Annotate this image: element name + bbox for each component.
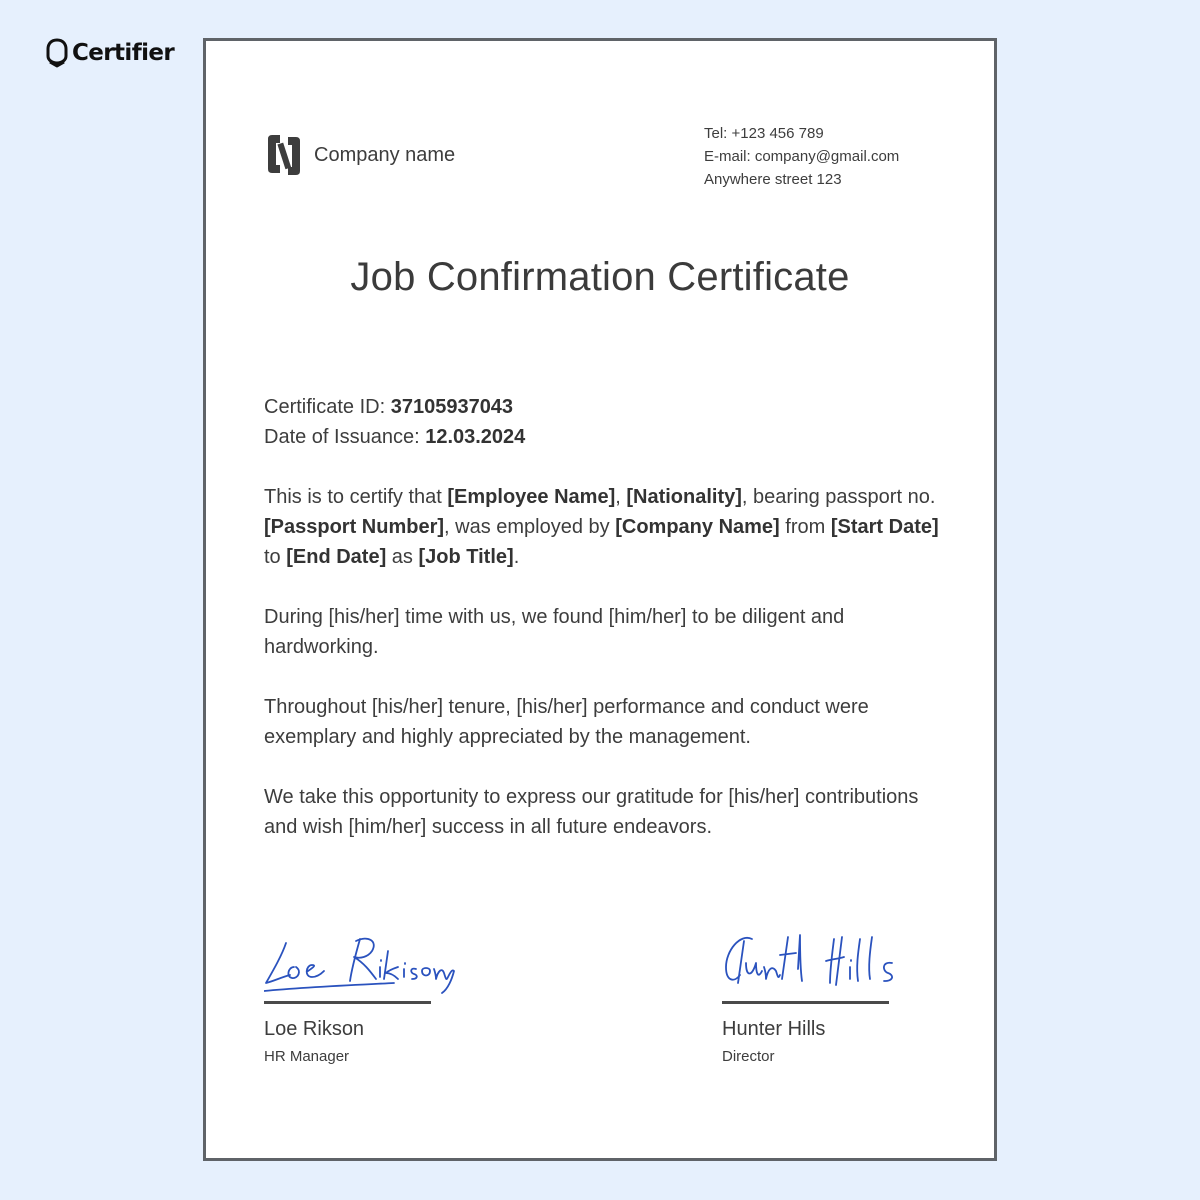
signature-hunter-hills bbox=[722, 927, 922, 997]
paragraph-text: This is to certify that bbox=[264, 486, 448, 508]
paragraph-text: as bbox=[386, 546, 419, 568]
certificate-id-row bbox=[264, 392, 944, 422]
gratitude-paragraph: We take this opportunity to express our gratitude for [his/her] contributions and wish [him/her] success in all future endeavors. bbox=[264, 786, 919, 838]
signature-line bbox=[722, 1001, 889, 1004]
certificate-sheet bbox=[203, 38, 997, 1161]
diligence-paragraph: During [his/her] time with us, we found [him/her] to be diligent and hardworking. bbox=[264, 606, 845, 658]
company-name: Company name bbox=[314, 143, 456, 166]
company-logo-icon bbox=[264, 133, 304, 177]
signature-block-director bbox=[722, 927, 962, 1065]
certificate-title: Job Confirmation Certificate bbox=[350, 255, 850, 299]
performance-paragraph: Throughout [his/her] tenure, [his/her] performance and conduct were exemplary and highly appreciated by the management. bbox=[264, 696, 869, 748]
signature-loe-rikson bbox=[264, 927, 464, 997]
certifier-brand-name: Certifier bbox=[72, 40, 175, 66]
paragraph-text: , was employed by bbox=[444, 516, 616, 538]
signature-line bbox=[264, 1001, 431, 1004]
contact-tel: Tel: +123 456 789 bbox=[704, 125, 824, 142]
paragraph-text: to bbox=[264, 546, 287, 568]
contact-address: Anywhere street 123 bbox=[704, 171, 842, 188]
paragraph-text: . bbox=[513, 546, 520, 568]
start-date-placeholder: [Start Date] bbox=[830, 516, 939, 538]
certificate-id-value: 37105937043 bbox=[390, 396, 514, 418]
end-date-placeholder: [End Date] bbox=[286, 546, 387, 568]
issuance-date-value: 12.03.2024 bbox=[425, 426, 526, 448]
certifier-brand bbox=[46, 38, 174, 68]
certificate-id-label: Certificate ID: bbox=[264, 396, 391, 418]
nationality-placeholder: [Nationality] bbox=[626, 486, 742, 508]
company-header bbox=[264, 133, 455, 177]
signatory-role: HR Manager bbox=[264, 1048, 350, 1065]
paragraph-text: , bearing passport no. bbox=[741, 486, 936, 508]
paragraph-text: from bbox=[779, 516, 831, 538]
paragraph-text: , bbox=[615, 486, 627, 508]
signatory-name: Hunter Hills bbox=[722, 1018, 826, 1040]
certification-paragraph bbox=[264, 482, 944, 572]
company-name-placeholder: [Company Name] bbox=[615, 516, 780, 538]
certifier-badge-icon bbox=[46, 38, 68, 68]
signature-block-hr bbox=[264, 927, 504, 1065]
contact-info bbox=[704, 122, 899, 191]
issuance-date-row bbox=[264, 422, 944, 452]
signatory-name: Loe Rikson bbox=[264, 1018, 365, 1040]
certificate-meta bbox=[264, 392, 944, 452]
issuance-date-label: Date of Issuance: bbox=[264, 426, 426, 448]
contact-email: E-mail: company@gmail.com bbox=[704, 148, 900, 165]
signatory-role: Director bbox=[722, 1048, 775, 1065]
employee-name-placeholder: [Employee Name] bbox=[447, 486, 616, 508]
passport-number-placeholder: [Passport Number] bbox=[264, 516, 445, 538]
job-title-placeholder: [Job Title] bbox=[418, 546, 514, 568]
